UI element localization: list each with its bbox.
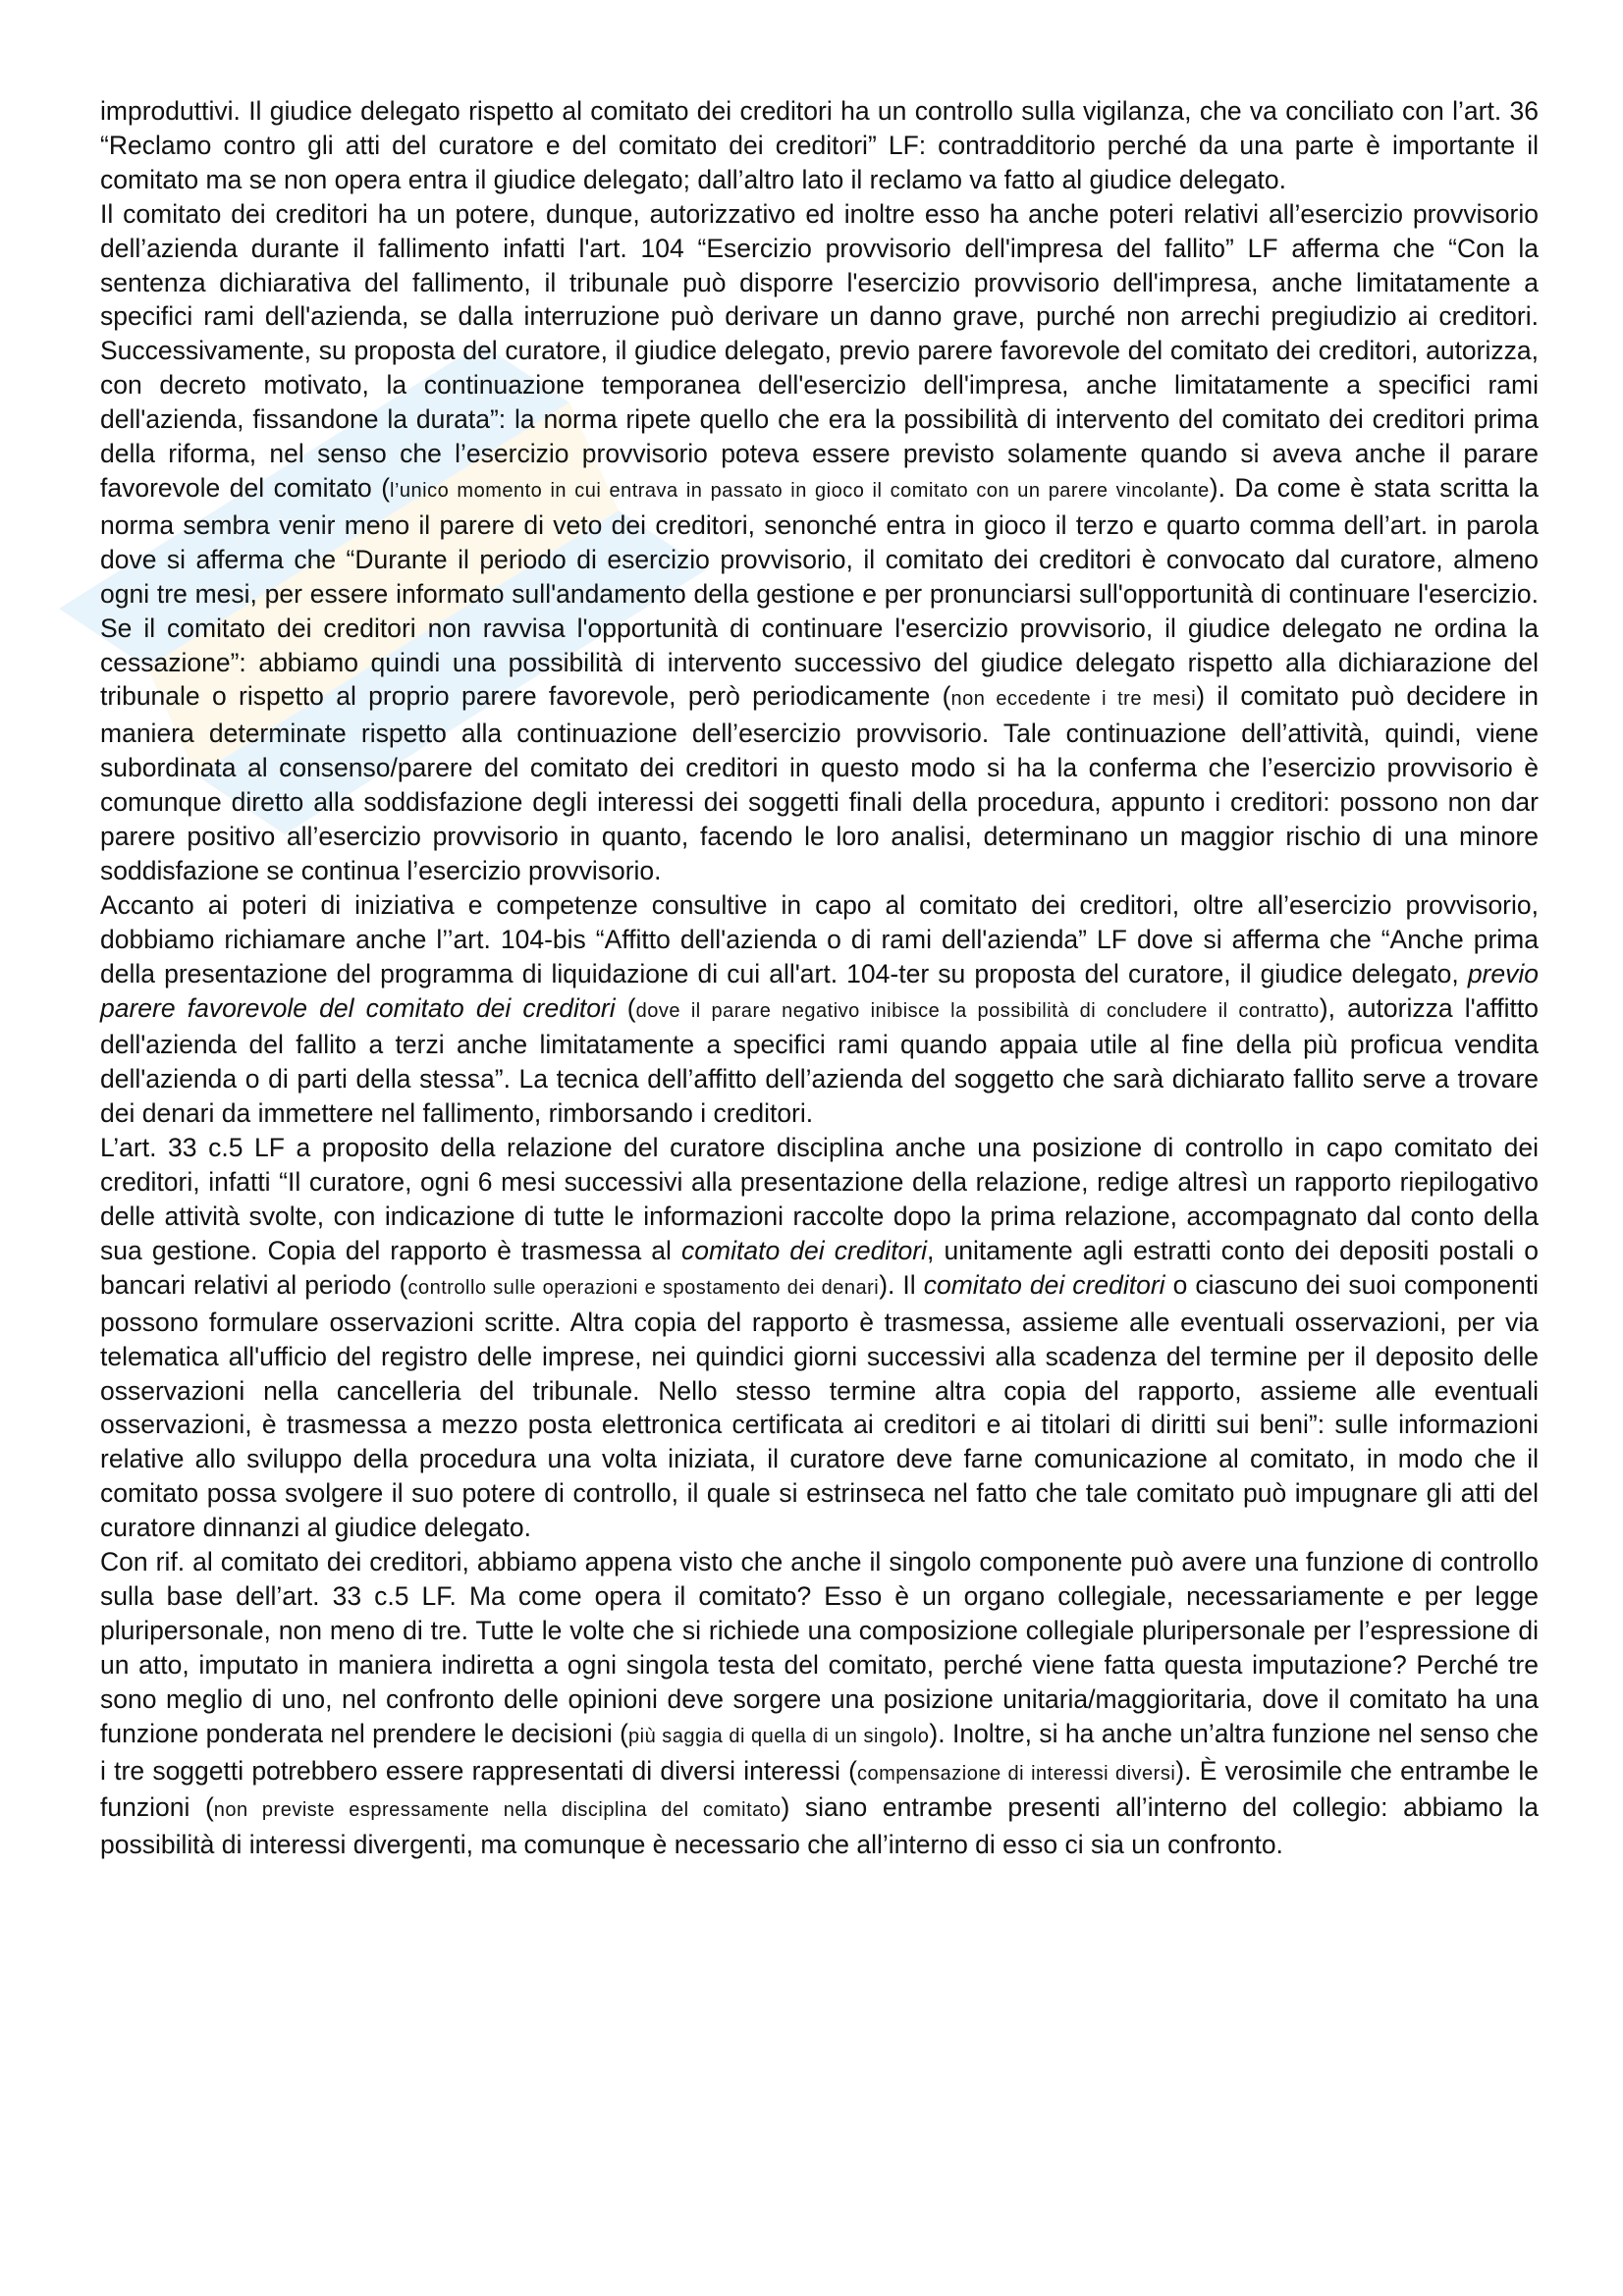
body-text: ). Inoltre, si ha anche un’altra funzione nel senso che i tre soggetti potrebbero essere rappresentati di diversi interessi ( — [100, 1718, 1539, 1786]
paragraph-2 — [100, 197, 1539, 888]
paragraph-1 — [100, 94, 1539, 197]
annotation-text: l’unico momento in cui entrava in passato in gioco il comitato con un parere vincolante — [390, 479, 1210, 502]
annotation-text: compensazione di interessi diversi — [857, 1762, 1176, 1785]
body-text: ( — [615, 992, 636, 1023]
body-text: L’art. 33 c.5 LF a proposito della relazione del curatore disciplina anche una posizione di controllo in capo comitato dei creditori, infatti “Il curatore, ogni 6 mesi successivi alla presentazione della relazione, redige altresì un rapporto riepilogativo delle attività svolte, con indicazione di tutte le informazioni raccolte dopo la prima relazione, accompagnato dal conto della sua gestione. Copia del rapporto è trasmessa al — [100, 1133, 1539, 1265]
document-page — [100, 94, 1539, 1862]
paragraph-4 — [100, 1131, 1539, 1545]
body-text: ). Da come è stata scritta la norma sembra venir meno il parere di veto dei creditori, senonché entra in gioco il terzo e quarto comma dell’art. in parola dove si afferma che “Durante il periodo di esercizio provvisorio, il comitato dei creditori è convocato dal curatore, almeno ogni tre mesi, per essere informato sull'andamento della gestione e per pronunciarsi sull'opportunità di continuare l'esercizio. Se il comitato dei creditori non ravvisa l'opportunità di continuare l'esercizio provvisorio, il giudice delegato ne ordina la cessazione”: abbiamo quindi una possibilità di intervento successivo del giudice delegato rispetto alla dichiarazione del tribunale o rispetto al proprio parere favorevole, però periodicamente ( — [100, 472, 1539, 712]
emphasis-text: comitato dei creditori — [923, 1269, 1165, 1300]
body-text: ) siano entrambe presenti all’interno del collegio: abbiamo la possibilità di interessi divergenti, ma comunque è necessario che all’interno di esso ci sia un confronto. — [100, 1792, 1539, 1860]
paragraph-5 — [100, 1545, 1539, 1862]
annotation-text: controllo sulle operazioni e spostamento dei denari — [407, 1276, 880, 1299]
body-text: ). Il — [879, 1269, 924, 1300]
annotation-text: non eccedente i tre mesi — [950, 688, 1197, 711]
annotation-text: più saggia di quella di un singolo — [628, 1725, 930, 1747]
emphasis-text: previo parere favorevole del comitato dei creditori — [100, 958, 1539, 1023]
body-text: Accanto ai poteri di iniziativa e competenze consultive in capo al comitato dei creditori, oltre all’esercizio provvisorio, dobbiamo richiamare anche l’’art. 104-bis “Affitto dell'azienda o di rami dell'azienda” LF dove si afferma che “Anche prima della presentazione del programma di liquidazione di cui all'art. 104-ter su proposta del curatore, il giudice delegato, — [100, 889, 1539, 988]
emphasis-text: comitato dei creditori — [681, 1235, 928, 1265]
body-text: improduttivi. Il giudice delegato rispetto al comitato dei creditori ha un controllo sulla vigilanza, che va conciliato con l’art. 36 “Reclamo contro gli atti del curatore e del comitato dei creditori” LF: contradditorio perché da una parte è importante il comitato ma se non opera entra il giudice delegato; dall’altro lato il reclamo va fatto al giudice delegato. — [100, 96, 1539, 194]
paragraph-3 — [100, 888, 1539, 1131]
body-text: Il comitato dei creditori ha un potere, dunque, autorizzativo ed inoltre esso ha anche poteri relativi all’esercizio provvisorio dell’azienda durante il fallimento infatti l'art. 104 “Esercizio provvisorio dell'impresa del fallito” LF afferma che “Con la sentenza dichiarativa del fallimento, il tribunale può disporre l'esercizio provvisorio dell'impresa, anche limitatamente a specifici rami dell'azienda, se dalla interruzione può derivare un danno grave, purché non arrechi pregiudizio ai creditori. Successivamente, su proposta del curatore, il giudice delegato, previo parere favorevole del comitato dei creditori, autorizza, con decreto motivato, la continuazione temporanea dell'esercizio dell'impresa, anche limitatamente a specifici rami dell'azienda, fissandone la durata”: la norma ripete quello che era la possibilità di intervento del comitato dei creditori prima della riforma, nel senso che l’esercizio provvisorio poteva essere previsto solamente quando si aveva anche il parare favorevole del comitato ( — [100, 198, 1539, 503]
body-text: ) il comitato può decidere in maniera determinate rispetto alla continuazione dell’esercizio provvisorio. Tale continuazione dell’attività, quindi, viene subordinata al consenso/parere del comitato dei creditori in questo modo si ha la conferma che l’esercizio provvisorio è comunque diretto alla soddisfazione degli interessi dei soggetti finali della procedura, appunto i creditori: possono non dar parere positivo all’esercizio provvisorio in quanto, facendo le loro analisi, determinano un maggior rischio di una minore soddisfazione se continua l’esercizio provvisorio. — [100, 681, 1540, 885]
annotation-text: non previste espressamente nella disciplina del comitato — [213, 1799, 782, 1822]
body-text: Con rif. al comitato dei creditori, abbiamo appena visto che anche il singolo componente può avere una funzione di controllo sulla base dell’art. 33 c.5 LF. Ma come opera il comitato? Esso è un organo collegiale, necessariamente e per legge pluripersonale, non meno di tre. Tutte le volte che si richiede una composizione collegiale pluripersonale per l’espressione di un atto, imputato in maniera indiretta a ogni singola testa del comitato, perché viene fatta questa imputazione? Perché tre sono meglio di uno, nel confronto delle opinioni deve sorgere una posizione unitaria/maggioritaria, dove il comitato ha una funzione ponderata nel prendere le decisioni ( — [100, 1547, 1539, 1748]
annotation-text: dove il parare negativo inibisce la possibilità di concludere il contratto — [635, 999, 1320, 1022]
body-text: , unitamente agli estratti conto dei depositi postali o bancari relativi al periodo ( — [100, 1235, 1539, 1300]
body-text: o ciascuno dei suoi componenti possono formulare osservazioni scritte. Altra copia del rapporto è trasmessa, assieme alle eventuali osservazioni, per via telematica all'ufficio del registro delle imprese, nei quindici giorni successivi alla scadenza del termine per il deposito delle osservazioni nella cancelleria del tribunale. Nello stesso termine altra copia del rapporto, assieme alle eventuali osservazioni, è trasmessa a mezzo posta elettronica certificata ai creditori e ai titolari di diritti sui beni”: sulle informazioni relative allo sviluppo della procedura una volta iniziata, il curatore deve farne comunicazione al comitato, in modo che il comitato possa svolgere il suo potere di controllo, il quale si estrinseca nel fatto che tale comitato può impugnare gli atti del curatore dinnanzi al giudice delegato. — [100, 1269, 1539, 1543]
body-text: ), autorizza l'affitto dell'azienda del fallito a terzi anche limitatamente a specifici rami quando appaia utile al fine della più proficua vendita dell'azienda o di parti della stessa”. La tecnica dell’affitto dell’azienda del soggetto che sarà dichiarato fallito serve a trovare dei denari da immettere nel fallimento, rimborsando i creditori. — [100, 992, 1540, 1129]
body-text: ). È verosimile che entrambe le funzioni ( — [100, 1755, 1539, 1823]
